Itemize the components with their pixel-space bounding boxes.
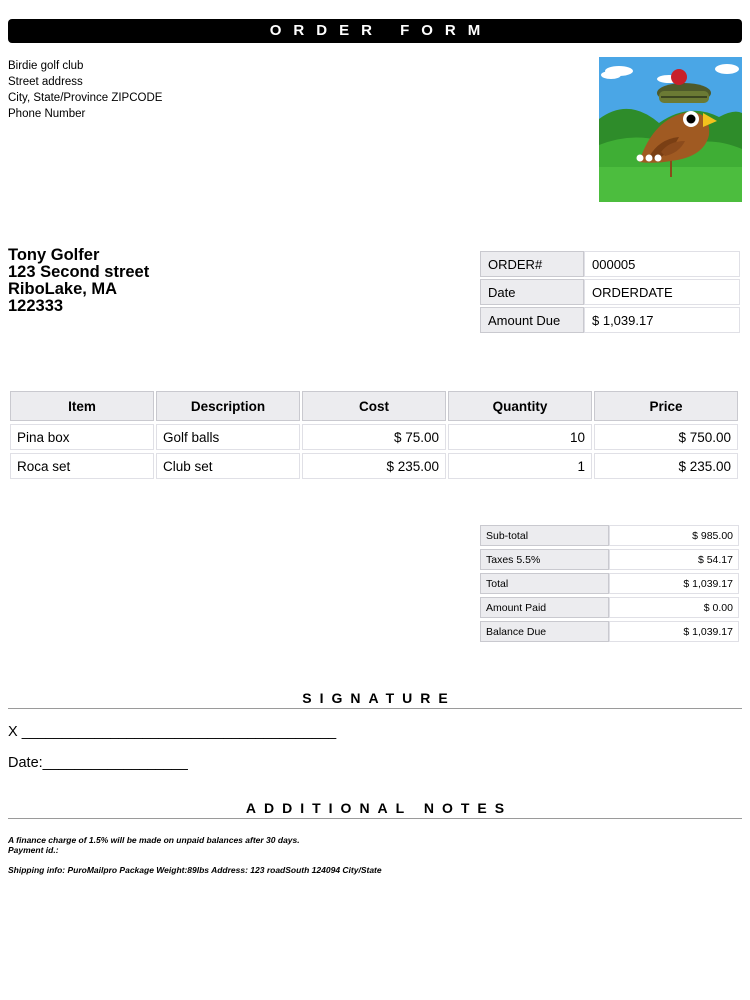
company-street: Street address	[8, 76, 83, 88]
amount-paid-value: $ 0.00	[609, 597, 739, 618]
total-label: Total	[480, 573, 609, 594]
amount-due-row	[480, 307, 740, 333]
cell-description: Club set	[156, 453, 300, 479]
order-date-label: Date	[480, 279, 584, 305]
amount-due-value: $ 1,039.17	[584, 307, 740, 333]
cell-cost: $ 75.00	[302, 424, 446, 450]
customer-address	[8, 247, 149, 315]
total-value: $ 1,039.17	[609, 573, 739, 594]
header-description: Description	[156, 391, 300, 421]
customer-name: Tony Golfer	[8, 246, 100, 264]
table-row	[10, 424, 738, 450]
company-info	[8, 58, 162, 122]
signature-heading: SIGNATURE	[8, 690, 742, 709]
taxes-value: $ 54.17	[609, 549, 739, 570]
subtotal-row	[480, 525, 739, 546]
company-phone: Phone Number	[8, 108, 86, 120]
order-info-table	[480, 249, 740, 335]
notes-text	[8, 835, 382, 875]
order-number-row	[480, 251, 740, 277]
amount-due-label: Amount Due	[480, 307, 584, 333]
header-price: Price	[594, 391, 738, 421]
taxes-row	[480, 549, 739, 570]
cell-quantity: 1	[448, 453, 592, 479]
signature-x-line: X _______________________________________	[8, 724, 337, 740]
items-table	[8, 388, 740, 482]
customer-zip: 122333	[8, 297, 64, 315]
order-date-row	[480, 279, 740, 305]
cell-item: Pina box	[10, 424, 154, 450]
order-number-label: ORDER#	[480, 251, 584, 277]
totals-table	[480, 522, 739, 645]
header-item: Item	[10, 391, 154, 421]
cell-description: Golf balls	[156, 424, 300, 450]
cell-price: $ 235.00	[594, 453, 738, 479]
cell-cost: $ 235.00	[302, 453, 446, 479]
cell-price: $ 750.00	[594, 424, 738, 450]
balance-due-row	[480, 621, 739, 642]
golf-bird-icon	[599, 57, 742, 202]
finance-charge-note: A finance charge of 1.5% will be made on unpaid balances after 30 days.	[8, 835, 300, 845]
cell-quantity: 10	[448, 424, 592, 450]
subtotal-label: Sub-total	[480, 525, 609, 546]
signature-date-line: Date:__________________	[8, 755, 188, 771]
amount-paid-row	[480, 597, 739, 618]
balance-due-label: Balance Due	[480, 621, 609, 642]
subtotal-value: $ 985.00	[609, 525, 739, 546]
table-row	[10, 453, 738, 479]
order-date-value: ORDERDATE	[584, 279, 740, 305]
taxes-label: Taxes 5.5%	[480, 549, 609, 570]
items-header-row	[10, 391, 738, 421]
cell-item: Roca set	[10, 453, 154, 479]
customer-city: RiboLake, MA	[8, 280, 118, 298]
payment-id-note: Payment id.:	[8, 845, 59, 855]
header-cost: Cost	[302, 391, 446, 421]
shipping-info-note: Shipping info: PuroMailpro Package Weight:89lbs Address: 123 roadSouth 124094 City/State	[8, 865, 382, 875]
header-quantity: Quantity	[448, 391, 592, 421]
balance-due-value: $ 1,039.17	[609, 621, 739, 642]
additional-notes-heading: ADDITIONAL NOTES	[8, 800, 742, 819]
form-title: ORDER FORM	[8, 19, 742, 43]
company-city: City, State/Province ZIPCODE	[8, 92, 163, 104]
company-name: Birdie golf club	[8, 60, 84, 72]
amount-paid-label: Amount Paid	[480, 597, 609, 618]
total-row	[480, 573, 739, 594]
customer-street: 123 Second street	[8, 263, 150, 281]
order-number-value: 000005	[584, 251, 740, 277]
